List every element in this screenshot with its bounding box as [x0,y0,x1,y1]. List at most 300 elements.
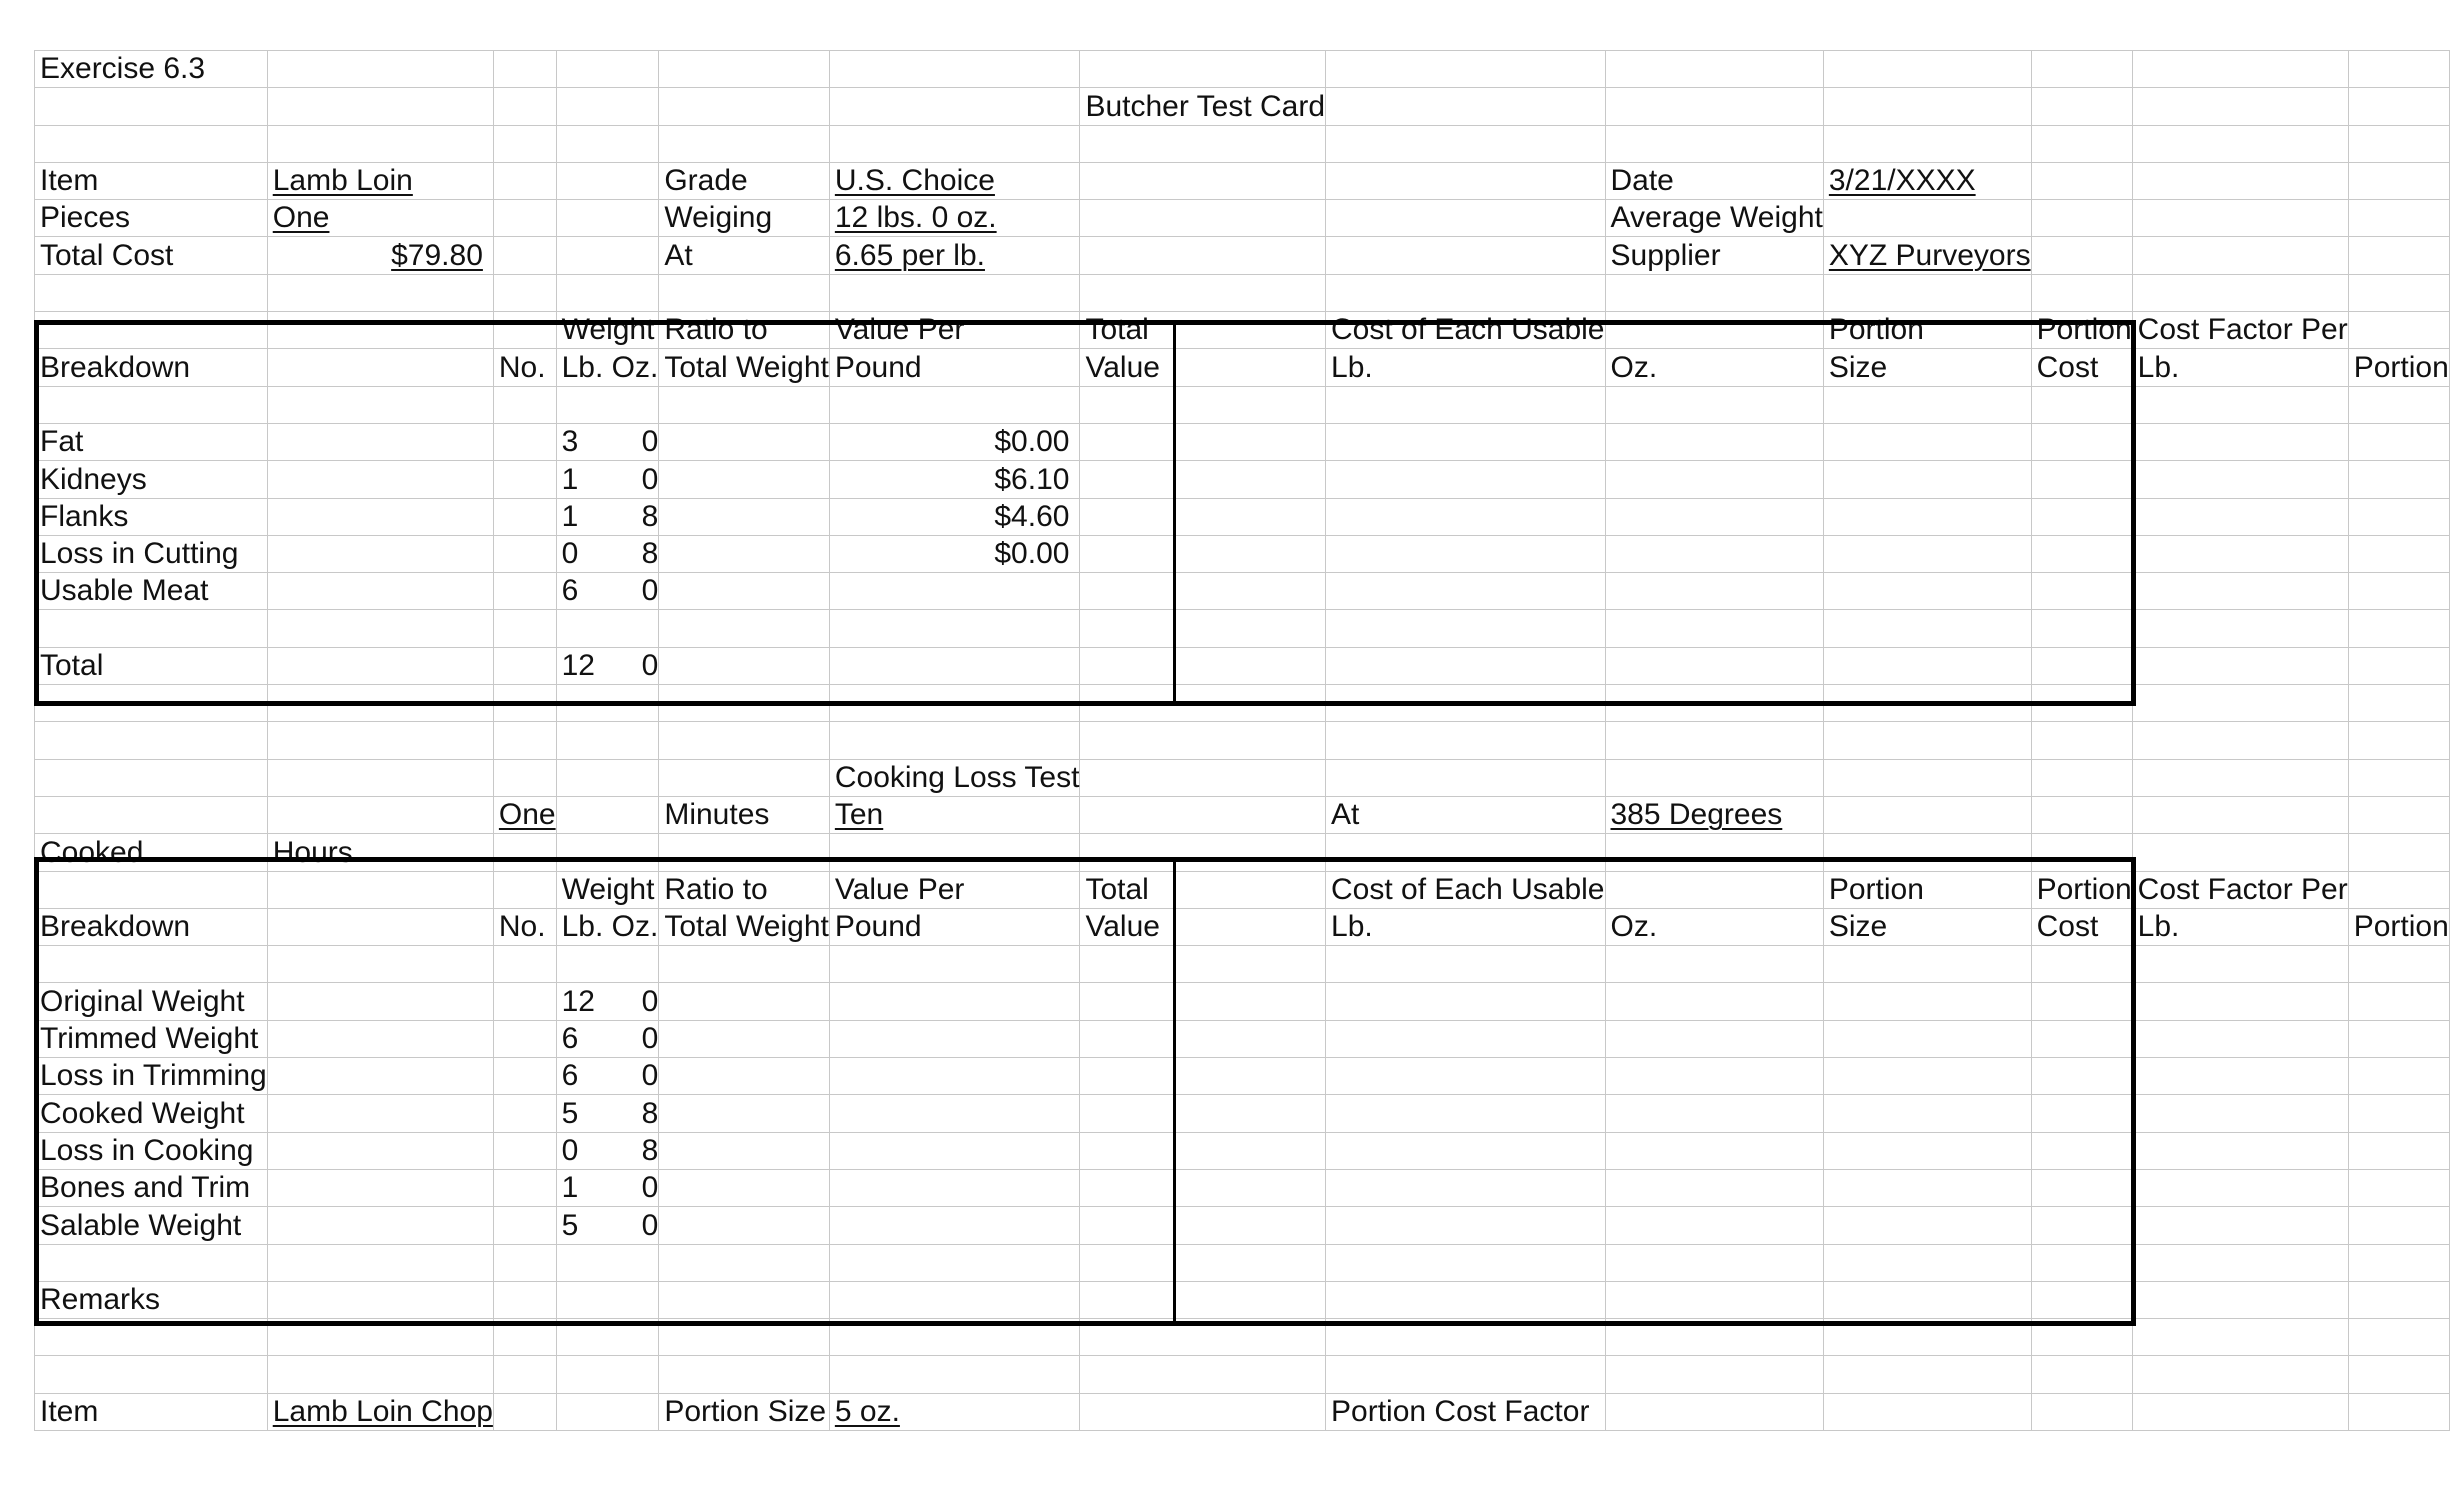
sheet-cell[interactable] [35,498,268,535]
sheet-cell[interactable] [1823,1169,2031,1206]
sheet-cell[interactable] [35,1393,268,1430]
sheet-cell[interactable] [1605,610,1823,647]
sheet-cell[interactable] [1823,908,2031,945]
sheet-cell[interactable] [1326,125,1605,162]
sheet-cell[interactable] [556,498,659,535]
sheet-cell[interactable] [556,871,659,908]
sheet-cell[interactable] [2348,1393,2449,1430]
sheet-cell[interactable] [267,1058,493,1095]
sheet-cell[interactable] [2348,312,2449,349]
sheet-cell[interactable] [1605,1058,1823,1095]
sheet-cell[interactable] [556,200,659,237]
sheet-cell[interactable] [1080,908,1326,945]
sheet-cell[interactable] [1823,1356,2031,1393]
sheet-cell[interactable] [1326,423,1605,460]
sheet-cell[interactable] [2132,1356,2348,1393]
sheet-cell[interactable] [2132,461,2348,498]
sheet-cell[interactable] [556,1020,659,1057]
sheet-cell[interactable] [35,237,268,274]
sheet-cell[interactable] [267,1095,493,1132]
sheet-cell[interactable] [35,1319,268,1356]
sheet-cell[interactable] [493,1207,556,1244]
sheet-cell[interactable] [35,162,268,199]
sheet-cell[interactable] [2348,1356,2449,1393]
sheet-cell[interactable] [2031,1058,2132,1095]
sheet-cell[interactable] [1326,573,1605,610]
sheet-cell[interactable] [2132,162,2348,199]
sheet-cell[interactable] [1080,535,1326,572]
sheet-cell[interactable] [1326,88,1605,125]
sheet-cell[interactable] [829,423,1080,460]
sheet-cell[interactable] [1823,759,2031,796]
sheet-cell[interactable] [2348,722,2449,759]
sheet-cell[interactable] [2348,1207,2449,1244]
sheet-cell[interactable] [659,535,830,572]
sheet-cell[interactable] [493,610,556,647]
sheet-cell[interactable] [1326,1095,1605,1132]
sheet-cell[interactable] [1823,983,2031,1020]
sheet-cell[interactable] [659,1319,830,1356]
sheet-cell[interactable] [659,759,830,796]
sheet-cell[interactable] [829,349,1080,386]
sheet-cell[interactable] [267,349,493,386]
sheet-cell[interactable] [267,498,493,535]
sheet-cell[interactable] [35,1281,268,1318]
sheet-cell[interactable] [1326,796,1605,833]
sheet-cell[interactable] [2348,274,2449,311]
sheet-cell[interactable] [493,834,556,871]
sheet-cell[interactable] [1605,88,1823,125]
sheet-cell[interactable] [556,685,659,722]
sheet-cell[interactable] [1080,1393,1326,1430]
sheet-cell[interactable] [829,908,1080,945]
sheet-cell[interactable] [493,498,556,535]
sheet-cell[interactable] [2348,1132,2449,1169]
sheet-cell[interactable] [2031,946,2132,983]
sheet-cell[interactable] [659,685,830,722]
sheet-cell[interactable] [35,51,268,88]
sheet-cell[interactable] [1823,946,2031,983]
sheet-cell[interactable] [2031,1356,2132,1393]
sheet-cell[interactable] [1605,573,1823,610]
sheet-cell[interactable] [1326,722,1605,759]
sheet-cell[interactable] [829,1244,1080,1281]
sheet-cell[interactable] [2348,983,2449,1020]
sheet-cell[interactable] [493,1356,556,1393]
sheet-cell[interactable] [1080,573,1326,610]
sheet-cell[interactable] [1605,647,1823,684]
sheet-cell[interactable] [1080,200,1326,237]
sheet-cell[interactable] [659,796,830,833]
sheet-cell[interactable] [556,1393,659,1430]
sheet-cell[interactable] [2132,1058,2348,1095]
sheet-cell[interactable] [2132,1244,2348,1281]
sheet-cell[interactable] [829,535,1080,572]
sheet-cell[interactable] [2132,796,2348,833]
sheet-cell[interactable] [2348,946,2449,983]
sheet-cell[interactable] [493,125,556,162]
sheet-cell[interactable] [1605,386,1823,423]
sheet-cell[interactable] [1605,871,1823,908]
sheet-cell[interactable] [659,88,830,125]
sheet-cell[interactable] [829,647,1080,684]
sheet-cell[interactable] [1605,1356,1823,1393]
sheet-cell[interactable] [556,461,659,498]
sheet-cell[interactable] [829,1058,1080,1095]
sheet-cell[interactable] [35,796,268,833]
sheet-cell[interactable] [1823,796,2031,833]
sheet-cell[interactable] [829,1281,1080,1318]
sheet-cell[interactable] [493,685,556,722]
sheet-cell[interactable] [1326,610,1605,647]
sheet-cell[interactable] [2031,796,2132,833]
sheet-cell[interactable] [2031,423,2132,460]
sheet-cell[interactable] [659,871,830,908]
sheet-cell[interactable] [556,1244,659,1281]
sheet-cell[interactable] [2031,908,2132,945]
sheet-cell[interactable] [35,722,268,759]
sheet-cell[interactable] [1823,312,2031,349]
sheet-cell[interactable] [1605,423,1823,460]
sheet-cell[interactable] [267,946,493,983]
sheet-cell[interactable] [35,871,268,908]
sheet-cell[interactable] [1605,1169,1823,1206]
sheet-cell[interactable] [2031,51,2132,88]
sheet-cell[interactable] [659,125,830,162]
sheet-cell[interactable] [1326,1169,1605,1206]
sheet-cell[interactable] [829,1356,1080,1393]
sheet-cell[interactable] [267,1319,493,1356]
sheet-cell[interactable] [2132,983,2348,1020]
sheet-cell[interactable] [35,1132,268,1169]
sheet-cell[interactable] [267,237,493,274]
sheet-cell[interactable] [2348,1095,2449,1132]
sheet-cell[interactable] [659,1356,830,1393]
sheet-cell[interactable] [829,1020,1080,1057]
sheet-cell[interactable] [1823,274,2031,311]
sheet-cell[interactable] [1605,1319,1823,1356]
sheet-cell[interactable] [556,1207,659,1244]
sheet-cell[interactable] [1326,1393,1605,1430]
sheet-cell[interactable] [1823,200,2031,237]
sheet-cell[interactable] [2031,1393,2132,1430]
sheet-cell[interactable] [267,51,493,88]
sheet-cell[interactable] [267,1281,493,1318]
sheet-cell[interactable] [1823,1058,2031,1095]
sheet-cell[interactable] [1326,834,1605,871]
sheet-cell[interactable] [2132,610,2348,647]
sheet-cell[interactable] [2132,908,2348,945]
sheet-cell[interactable] [556,946,659,983]
sheet-cell[interactable] [1605,237,1823,274]
sheet-cell[interactable] [2132,834,2348,871]
sheet-cell[interactable] [556,573,659,610]
sheet-cell[interactable] [659,237,830,274]
sheet-cell[interactable] [493,1319,556,1356]
sheet-cell[interactable] [35,125,268,162]
sheet-cell[interactable] [267,1169,493,1206]
sheet-cell[interactable] [267,125,493,162]
sheet-cell[interactable] [35,200,268,237]
sheet-cell[interactable] [659,51,830,88]
sheet-cell[interactable] [2031,274,2132,311]
sheet-cell[interactable] [35,759,268,796]
sheet-cell[interactable] [1823,535,2031,572]
sheet-cell[interactable] [2031,498,2132,535]
sheet-cell[interactable] [2031,1207,2132,1244]
sheet-cell[interactable] [1823,1207,2031,1244]
sheet-cell[interactable] [1080,237,1326,274]
sheet-cell[interactable] [2132,125,2348,162]
sheet-cell[interactable] [267,386,493,423]
sheet-cell[interactable] [829,685,1080,722]
sheet-cell[interactable] [267,88,493,125]
sheet-cell[interactable] [1823,88,2031,125]
sheet-cell[interactable] [1080,1207,1326,1244]
sheet-cell[interactable] [2348,125,2449,162]
sheet-cell[interactable] [829,759,1080,796]
sheet-cell[interactable] [829,274,1080,311]
sheet-cell[interactable] [659,1169,830,1206]
sheet-cell[interactable] [1605,1020,1823,1057]
sheet-cell[interactable] [556,88,659,125]
sheet-cell[interactable] [1605,1095,1823,1132]
sheet-cell[interactable] [1823,871,2031,908]
sheet-cell[interactable] [1080,983,1326,1020]
sheet-cell[interactable] [493,1169,556,1206]
sheet-cell[interactable] [2348,908,2449,945]
sheet-cell[interactable] [2031,1281,2132,1318]
sheet-cell[interactable] [2031,685,2132,722]
sheet-cell[interactable] [1326,946,1605,983]
sheet-cell[interactable] [1080,1319,1326,1356]
sheet-cell[interactable] [659,1132,830,1169]
sheet-cell[interactable] [1605,125,1823,162]
sheet-cell[interactable] [1080,1020,1326,1057]
sheet-cell[interactable] [829,312,1080,349]
sheet-cell[interactable] [2132,88,2348,125]
sheet-cell[interactable] [493,983,556,1020]
sheet-cell[interactable] [493,1281,556,1318]
sheet-cell[interactable] [1080,610,1326,647]
sheet-cell[interactable] [556,312,659,349]
sheet-cell[interactable] [1326,1319,1605,1356]
sheet-cell[interactable] [1326,1058,1605,1095]
sheet-cell[interactable] [556,349,659,386]
sheet-cell[interactable] [1080,1281,1326,1318]
sheet-cell[interactable] [556,1281,659,1318]
sheet-cell[interactable] [267,162,493,199]
sheet-cell[interactable] [2132,722,2348,759]
sheet-cell[interactable] [1326,535,1605,572]
sheet-cell[interactable] [1080,51,1326,88]
sheet-cell[interactable] [1326,1281,1605,1318]
sheet-cell[interactable] [1326,461,1605,498]
sheet-cell[interactable] [35,461,268,498]
sheet-cell[interactable] [267,535,493,572]
sheet-cell[interactable] [267,312,493,349]
sheet-cell[interactable] [2132,1169,2348,1206]
sheet-cell[interactable] [1823,1281,2031,1318]
sheet-cell[interactable] [35,1356,268,1393]
sheet-cell[interactable] [2348,1244,2449,1281]
sheet-cell[interactable] [659,461,830,498]
sheet-cell[interactable] [1326,349,1605,386]
sheet-cell[interactable] [1823,573,2031,610]
sheet-cell[interactable] [267,274,493,311]
sheet-cell[interactable] [556,1319,659,1356]
sheet-cell[interactable] [659,1020,830,1057]
sheet-cell[interactable] [829,200,1080,237]
sheet-cell[interactable] [1605,461,1823,498]
sheet-cell[interactable] [659,610,830,647]
sheet-cell[interactable] [35,386,268,423]
sheet-cell[interactable] [493,908,556,945]
sheet-cell[interactable] [2031,573,2132,610]
sheet-cell[interactable] [1080,1132,1326,1169]
sheet-cell[interactable] [2348,423,2449,460]
sheet-cell[interactable] [1823,834,2031,871]
sheet-cell[interactable] [1080,386,1326,423]
sheet-cell[interactable] [1823,461,2031,498]
sheet-cell[interactable] [493,1058,556,1095]
sheet-cell[interactable] [1326,871,1605,908]
sheet-cell[interactable] [829,1095,1080,1132]
sheet-cell[interactable] [829,573,1080,610]
sheet-cell[interactable] [493,51,556,88]
sheet-cell[interactable] [493,349,556,386]
sheet-cell[interactable] [1605,946,1823,983]
sheet-cell[interactable] [829,125,1080,162]
sheet-cell[interactable] [493,237,556,274]
sheet-cell[interactable] [267,759,493,796]
sheet-cell[interactable] [1823,1244,2031,1281]
sheet-cell[interactable] [659,274,830,311]
sheet-cell[interactable] [2348,51,2449,88]
sheet-cell[interactable] [2132,535,2348,572]
sheet-cell[interactable] [1823,51,2031,88]
sheet-cell[interactable] [659,1281,830,1318]
sheet-cell[interactable] [1823,386,2031,423]
sheet-cell[interactable] [1080,461,1326,498]
sheet-cell[interactable] [2348,349,2449,386]
spreadsheet-grid[interactable] [34,50,2450,1431]
sheet-cell[interactable] [1080,498,1326,535]
sheet-cell[interactable] [829,1132,1080,1169]
sheet-cell[interactable] [493,1244,556,1281]
sheet-cell[interactable] [556,237,659,274]
sheet-cell[interactable] [1605,796,1823,833]
sheet-cell[interactable] [1823,162,2031,199]
sheet-cell[interactable] [493,88,556,125]
sheet-cell[interactable] [1080,312,1326,349]
sheet-cell[interactable] [2031,312,2132,349]
sheet-cell[interactable] [556,1356,659,1393]
sheet-cell[interactable] [659,647,830,684]
sheet-cell[interactable] [2031,237,2132,274]
sheet-cell[interactable] [2132,312,2348,349]
sheet-cell[interactable] [1605,51,1823,88]
sheet-cell[interactable] [2348,759,2449,796]
sheet-cell[interactable] [1080,759,1326,796]
sheet-cell[interactable] [1080,647,1326,684]
sheet-cell[interactable] [829,386,1080,423]
sheet-cell[interactable] [35,908,268,945]
sheet-cell[interactable] [556,722,659,759]
sheet-cell[interactable] [493,722,556,759]
sheet-cell[interactable] [2348,1169,2449,1206]
sheet-cell[interactable] [659,386,830,423]
sheet-cell[interactable] [659,162,830,199]
sheet-cell[interactable] [2348,237,2449,274]
sheet-cell[interactable] [267,573,493,610]
sheet-cell[interactable] [556,983,659,1020]
sheet-cell[interactable] [1080,946,1326,983]
sheet-cell[interactable] [1605,759,1823,796]
sheet-cell[interactable] [2132,685,2348,722]
sheet-cell[interactable] [1605,312,1823,349]
sheet-cell[interactable] [35,1207,268,1244]
sheet-cell[interactable] [1326,386,1605,423]
sheet-cell[interactable] [493,461,556,498]
sheet-cell[interactable] [829,461,1080,498]
sheet-cell[interactable] [1823,498,2031,535]
sheet-cell[interactable] [2348,871,2449,908]
sheet-cell[interactable] [35,610,268,647]
sheet-cell[interactable] [2132,573,2348,610]
sheet-cell[interactable] [493,796,556,833]
sheet-cell[interactable] [829,51,1080,88]
sheet-cell[interactable] [2031,871,2132,908]
sheet-cell[interactable] [556,125,659,162]
sheet-cell[interactable] [829,610,1080,647]
sheet-cell[interactable] [2132,1393,2348,1430]
sheet-cell[interactable] [2132,1319,2348,1356]
sheet-cell[interactable] [493,1132,556,1169]
sheet-cell[interactable] [659,498,830,535]
sheet-cell[interactable] [2132,51,2348,88]
sheet-cell[interactable] [659,573,830,610]
sheet-cell[interactable] [659,834,830,871]
sheet-cell[interactable] [659,983,830,1020]
sheet-cell[interactable] [659,1058,830,1095]
sheet-cell[interactable] [2132,1132,2348,1169]
sheet-cell[interactable] [1605,685,1823,722]
sheet-cell[interactable] [267,610,493,647]
sheet-cell[interactable] [267,685,493,722]
sheet-cell[interactable] [659,1207,830,1244]
sheet-cell[interactable] [556,759,659,796]
sheet-cell[interactable] [1605,1393,1823,1430]
sheet-cell[interactable] [556,423,659,460]
sheet-cell[interactable] [2031,1132,2132,1169]
sheet-cell[interactable] [267,461,493,498]
sheet-cell[interactable] [1080,349,1326,386]
sheet-cell[interactable] [556,1058,659,1095]
sheet-cell[interactable] [829,834,1080,871]
sheet-cell[interactable] [829,1207,1080,1244]
sheet-cell[interactable] [1080,274,1326,311]
sheet-cell[interactable] [2348,610,2449,647]
sheet-cell[interactable] [1605,1244,1823,1281]
sheet-cell[interactable] [2348,1020,2449,1057]
sheet-cell[interactable] [1605,200,1823,237]
sheet-cell[interactable] [1326,312,1605,349]
sheet-cell[interactable] [35,647,268,684]
sheet-cell[interactable] [493,759,556,796]
sheet-cell[interactable] [1823,125,2031,162]
sheet-cell[interactable] [1823,647,2031,684]
